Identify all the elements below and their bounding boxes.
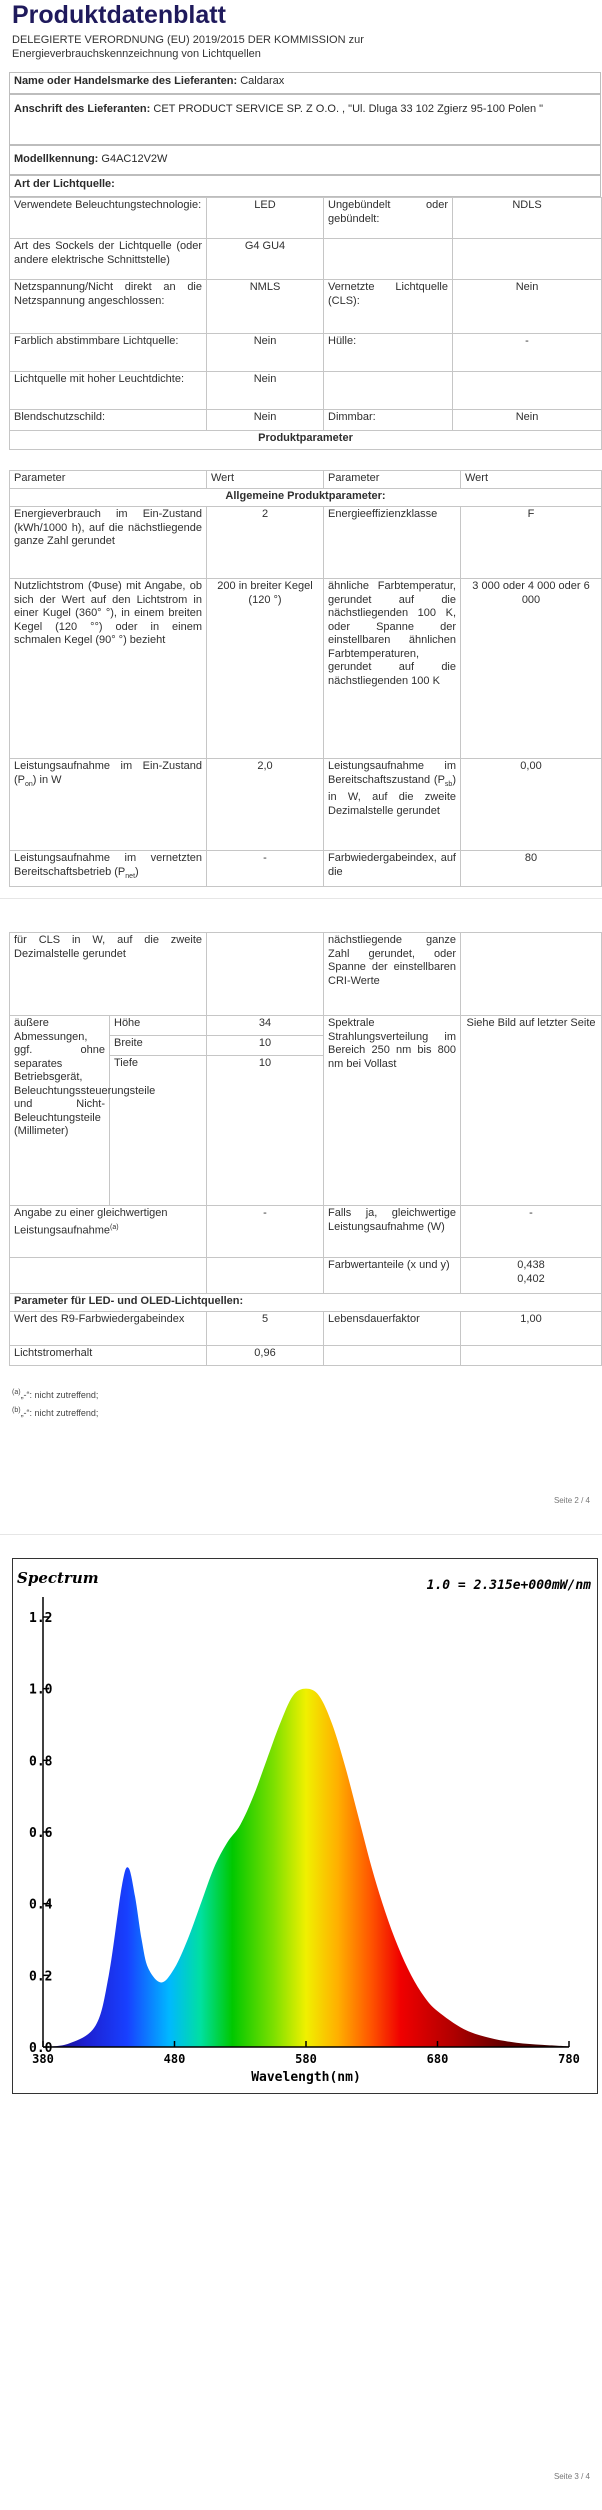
product-params-table: [9, 470, 602, 887]
value-cell: [453, 239, 602, 280]
param-cell: ähnliche Farbtemperatur, gerundet auf die nächstliegenden 100 K, oder Spanne der einstellbaren ähnlichen Farbtemperaturen, gerundet auf die nächstliegenden 100 K: [324, 579, 461, 759]
footnote-b: $^{(b)}$„-“: nicht zutreffend;: [12, 1407, 99, 1418]
chroma-y: 0,402: [517, 1272, 545, 1285]
y-tick-label: 1.2: [29, 1611, 53, 1626]
light-source-type-table: [9, 197, 602, 450]
dim-value: 10: [207, 1036, 324, 1056]
dim-value: 10: [207, 1056, 324, 1206]
value-cell: [461, 1346, 602, 1366]
type-header-row: [9, 175, 601, 197]
param-cell: [324, 372, 453, 410]
param-cell: Energieeffizienzklasse: [324, 507, 461, 579]
supplier-name-row: [9, 72, 601, 94]
supplier-address-label: Anschrift des Lieferanten:: [14, 103, 151, 115]
value-cell: 3 000 oder 4 000 oder 6 000: [461, 579, 602, 759]
value-cell: -: [453, 334, 602, 372]
param-cell: Farbwertanteile (x und y): [324, 1258, 461, 1294]
section-header-row: [10, 489, 602, 507]
x-tick-label: 380: [32, 2052, 54, 2066]
value-cell: 2: [207, 507, 324, 579]
param-cell: Hülle:: [324, 334, 453, 372]
section-header-row: [10, 431, 602, 450]
value-cell: LED: [207, 198, 324, 239]
value-cell: [207, 933, 324, 1016]
page-2: [0, 912, 602, 1548]
footnote-a: $^{(a)}$„-“: nicht zutreffend;: [12, 1389, 99, 1400]
param-cell: [10, 1258, 207, 1294]
value-cell: [461, 933, 602, 1016]
column-header-row: [10, 471, 602, 489]
value-cell: -: [461, 1206, 602, 1258]
value-cell: F: [461, 507, 602, 579]
dim-name: Höhe: [110, 1016, 207, 1036]
table-row: [10, 933, 602, 1016]
param-cell: Farbwiedergabeindex, auf die: [324, 851, 461, 887]
table-row: [10, 1346, 602, 1366]
value-cell: Nein: [453, 410, 602, 431]
document-title: Produktdatenblatt: [12, 1, 226, 29]
table-row: [10, 198, 602, 239]
param-cell: Falls ja, gleichwertige Leistungsaufnahme (W): [324, 1206, 461, 1258]
table-row: [10, 1258, 602, 1294]
x-tick-label: 680: [426, 2052, 449, 2066]
page-number: Seite 3 / 4: [553, 2472, 590, 2481]
y-tick-label: 0.4: [29, 1897, 53, 1913]
product-params-table-continued: [9, 932, 602, 1366]
table-row: [10, 372, 602, 410]
dim-name: Breite: [110, 1036, 207, 1056]
param-cell: Wert des R9-Farbwiedergabeindex: [10, 1312, 207, 1346]
dimensions-label: äußere Abmessungen, ggf. ohne separates Betriebsgerät, Beleuchtungssteuerungsteile und Nicht-Beleuchtungsteile (Millimeter): [10, 1016, 110, 1206]
param-cell: Angabe zu einer gleichwertigen Leistungsaufnahme$^{(a)}$: [10, 1206, 207, 1258]
chart-title: Spectrum: [17, 1569, 99, 1587]
table-row: [10, 239, 602, 280]
page-separator: [0, 898, 602, 912]
y-tick-label: 0.8: [29, 1754, 53, 1770]
table-row: [10, 507, 602, 579]
value-cell: 0,96: [207, 1346, 324, 1366]
y-tick-label: 0.0: [29, 2041, 53, 2056]
table-row: [10, 410, 602, 431]
led-params-header: Parameter für LED- und OLED-Lichtquellen:: [10, 1294, 602, 1312]
page-number: Seite 2 / 4: [553, 1496, 590, 1505]
value-cell: Nein: [207, 410, 324, 431]
value-cell: Nein: [207, 372, 324, 410]
param-cell: [324, 239, 453, 280]
chart-annotation: 1.0 = 2.315e+000mW/nm: [426, 1578, 591, 1593]
value-cell: 0,00: [461, 759, 602, 851]
spectrum-area: [43, 1689, 569, 2047]
table-row: [10, 851, 602, 887]
page-1: [0, 0, 602, 912]
param-cell: Blendschutzschild:: [10, 410, 207, 431]
value-cell: [461, 1258, 602, 1294]
param-cell: Verwendete Beleuchtungstechnologie:: [10, 198, 207, 239]
value-cell: 80: [461, 851, 602, 887]
table-row: [10, 579, 602, 759]
page-separator: [0, 1534, 602, 1548]
chroma-x: 0,438: [517, 1259, 545, 1271]
param-cell: Leistungsaufnahme im vernetzten Bereitschaftsbetrieb $(P_{net})$: [10, 851, 207, 887]
value-cell: NDLS: [453, 198, 602, 239]
value-cell: G4 GU4: [207, 239, 324, 280]
param-cell: nächstliegende ganze Zahl gerundet, oder Spanne der einstellbaren CRI-Werte: [324, 933, 461, 1016]
y-tick-label: 1.0: [29, 1682, 53, 1698]
param-cell: Leistungsaufnahme im Ein-Zustand $(P_{on})$ in W: [10, 759, 207, 851]
table-row: [10, 1016, 602, 1036]
param-cell: Nutzlichtstrom (Φuse) mit Angabe, ob sich der Wert auf den Lichtstrom in einer Kugel (360° °), in einem breiten Kegel (120 °°) oder in einem schmalen Kegel (90° °) bezieht: [10, 579, 207, 759]
type-header-label: Art der Lichtquelle:: [14, 178, 115, 190]
table-row: [10, 759, 602, 851]
col-header-param: Parameter: [324, 471, 461, 489]
supplier-name-label: Name oder Handelsmarke des Lieferanten:: [14, 75, 238, 87]
supplier-address-row: [9, 94, 601, 145]
param-cell: Leistungsaufnahme im Bereitschaftszustand $(P_{sb})$ in W, auf die zweite Dezimalstelle gerundet: [324, 759, 461, 851]
model-value: G4AC12V2W: [101, 153, 168, 165]
spectral-value: Siehe Bild auf letzter Seite: [461, 1016, 602, 1206]
spectral-label: Spektrale Strahlungsverteilung im Bereich 250 nm bis 800 nm bei Vollast: [324, 1016, 461, 1206]
value-cell: Nein: [207, 334, 324, 372]
value-cell: [207, 1258, 324, 1294]
col-header-value: Wert: [207, 471, 324, 489]
table-row: [10, 1206, 602, 1258]
y-tick-label: 0.2: [29, 1969, 53, 1985]
table-row: [10, 280, 602, 334]
param-cell: Art des Sockels der Lichtquelle (oder andere elektrische Schnittstelle): [10, 239, 207, 280]
model-label: Modellkennung:: [14, 153, 99, 165]
value-cell: -: [207, 851, 324, 887]
x-tick-label: 580: [295, 2052, 317, 2066]
x-tick-label: 480: [163, 2052, 186, 2066]
supplier-address-value: CET PRODUCT SERVICE SP. Z O.O. , "Ul. Dluga 33 102 Zgierz 95-100 Polen ": [153, 103, 544, 115]
value-cell: [453, 372, 602, 410]
value-cell: 200 in breiter Kegel (120 °): [207, 579, 324, 759]
spectrum-chart-frame: [12, 1558, 598, 2094]
value-cell: 1,00: [461, 1312, 602, 1346]
param-cell: [324, 1346, 461, 1366]
supplier-name-value: Caldarax: [240, 75, 285, 87]
param-cell: Lichtstromerhalt: [10, 1346, 207, 1366]
param-cell: Farblich abstimmbare Lichtquelle:: [10, 334, 207, 372]
param-cell: Dimmbar:: [324, 410, 453, 431]
param-cell: Energieverbrauch im Ein-Zustand (kWh/1000 h), auf die nächstliegende ganze Zahl gerundet: [10, 507, 207, 579]
param-cell: Vernetzte Lichtquelle (CLS):: [324, 280, 453, 334]
param-cell: Lebensdauerfaktor: [324, 1312, 461, 1346]
dim-value: 34: [207, 1016, 324, 1036]
x-axis-label: Wavelength(nm): [251, 2070, 361, 2085]
value-cell: Nein: [453, 280, 602, 334]
table-row: [10, 334, 602, 372]
y-tick-label: 0.6: [29, 1826, 53, 1841]
col-header-value: Wert: [461, 471, 602, 489]
value-cell: 5: [207, 1312, 324, 1346]
model-row: [9, 145, 601, 175]
spectrum-chart: [13, 1559, 597, 2093]
param-cell: für CLS in W, auf die zweite Dezimalstelle gerundet: [10, 933, 207, 1016]
value-cell: 2,0: [207, 759, 324, 851]
dim-name: Tiefe: [110, 1056, 207, 1206]
value-cell: -: [207, 1206, 324, 1258]
general-params-header: Allgemeine Produktparameter:: [10, 489, 602, 507]
col-header-param: Parameter: [10, 471, 207, 489]
section-header-row: [10, 1294, 602, 1312]
param-cell: Ungebündelt oder gebündelt:: [324, 198, 453, 239]
param-cell: Lichtquelle mit hoher Leuchtdichte:: [10, 372, 207, 410]
document-subtitle: DELEGIERTE VERORDNUNG (EU) 2019/2015 DER KOMMISSION zur Energieverbrauchskennzeichnung von Lichtquellen: [12, 34, 364, 60]
param-cell: Netzspannung/Nicht direkt an die Netzspannung angeschlossen:: [10, 280, 207, 334]
product-params-header: Produktparameter: [10, 431, 602, 450]
x-tick-label: 780: [558, 2052, 580, 2066]
value-cell: NMLS: [207, 280, 324, 334]
table-row: [10, 1312, 602, 1346]
